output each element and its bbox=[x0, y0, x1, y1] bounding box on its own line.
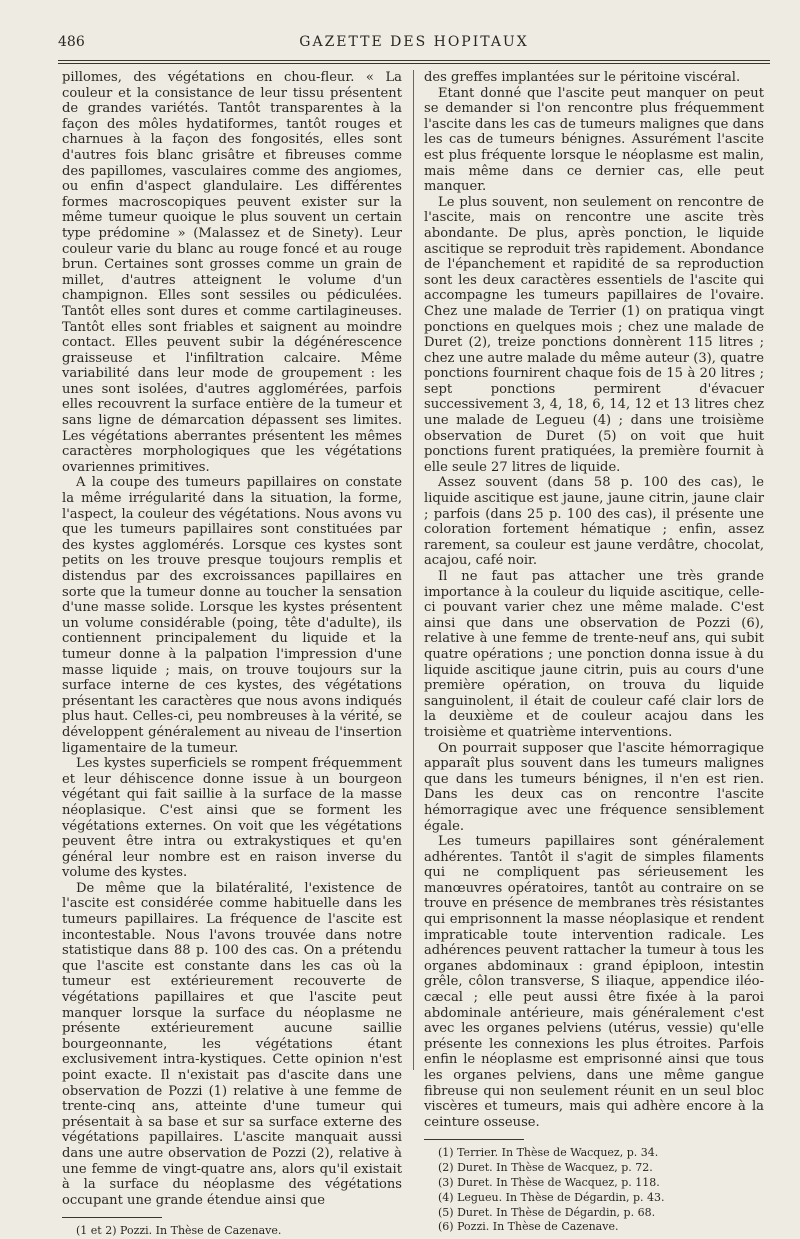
paragraph: A la coupe des tumeurs papillaires on constate la même irrégularité dans la situation, la forme, l'aspect, la couleur des végétations. Nous avons vu que les tumeurs papillaires sont constituées par des kystes agglomérés. Lorsque ces kystes sont petits on les trouve presque toujours remplis et distendus par des excroissances papillaires en sorte que la tumeur donne au toucher la sensation d'une masse solide. Lorsque les kystes présentent un volume considérable (poing, tête d'adulte), ils contiennent principalement du liquide et la tumeur donne à la palpation l'impression d'une masse liquide ; mais, on trouve toujours sur la surface interne de ces kystes, des végétations présentant les caractères que nous avons indiqués plus haut. Celles-ci, peu nombreuses à la vérité, se développent généralement au niveau de l'insertion ligamentaire de la tumeur. bbox=[62, 475, 402, 756]
right-column bbox=[424, 70, 764, 1235]
page-number: 486 bbox=[58, 34, 85, 50]
footnote: (4) Legueu. In Thèse de Dégardin, p. 43. bbox=[438, 1190, 665, 1204]
footnote: (5) Duret. In Thèse de Dégardin, p. 68. bbox=[438, 1205, 656, 1219]
footnote-rule bbox=[62, 1217, 162, 1218]
paragraph: pillomes, des végétations en chou-fleur. « La couleur et la consistance de leur tissu présentent de grandes variétés. Tantôt transparentes à la façon des môles hydatiformes, tantôt rouges et charnues à la façon des fongosités, elles sont d'autres fois blanc grisâtre et fibreuses comme des papillomes, vasculaires comme des angiomes, ou enfin d'aspect glandulaire. Les différentes formes macroscopiques peuvent exister sur la même tumeur quoique le plus souvent un certain type prédomine » (Malassez et de Sinety). Leur couleur varie du blanc au rouge foncé et au rouge brun. Certaines sont grosses comme un grain de millet, d'autres atteignent le volume d'un champignon. Elles sont sessiles ou pédiculées. Tantôt elles sont dures et comme cartilagineuses. Tantôt elles sont friables et saignent au moindre contact. Elles peuvent subir la dégénérescence graisseuse et l'infiltration calcaire. Même variabilité dans leur mode de groupement : les unes sont isolées, d'autres agglomérées, parfois elles recouvrent la surface entière de la tumeur et sans ligne de démarcation dépassent ses limites. Les végétations aberrantes présentent les mêmes caractères morphologiques que les végétations ovariennes primitives. bbox=[62, 70, 402, 475]
paragraph: Etant donné que l'ascite peut manquer on peut se demander si l'on rencontre plus fréquemment l'ascite dans les cas de tumeurs malignes que dans les cas de tumeurs bénignes. Assurément l'ascite est plus fréquente lorsque le néoplasme est malin, mais même dans ce dernier cas, elle peut manquer. bbox=[424, 85, 764, 195]
paragraph: Les tumeurs papillaires sont généralement adhérentes. Tantôt il s'agit de simples filaments qui ne compliquent pas sérieusement les manœuvres opératoires, tantôt au contraire on se trouve en présence de membranes très résistantes qui emprisonnent la masse néoplasique et rendent impraticable toute intervention radicale. Les adhérences peuvent rattacher la tumeur à tous les organes abdominaux : grand épiploon, intestin grêle, côlon transverse, S iliaque, appendice iléo-cæcal ; elle peut aussi être fixée à la paroi abdominale antérieure, mais généralement c'est avec les organes pelviens (utérus, vessie) qu'elle présente les connexions les plus étroites. Parfois enfin le néoplasme est emprisonné ainsi que tous les organes pelviens, dans une même gangue fibreuse qui non seulement réunit en un seul bloc viscères et tumeurs, mais qui adhère encore à la ceinture osseuse. bbox=[424, 834, 764, 1130]
paragraph: Le plus souvent, non seulement on rencontre de l'ascite, mais on rencontre une ascite très abondante. De plus, après ponction, le liquide ascitique se reproduit très rapidement. Abondance de l'épanchement et rapidité de sa reproduction sont les deux caractères essentiels de l'ascite qui accompagne les tumeurs papillaires de l'ovaire. Chez une malade de Terrier (1) on pratiqua vingt ponctions en quelques mois ; chez une malade de Duret (2), treize ponctions donnèrent 115 litres ; chez une autre malade du même auteur (3), quatre ponctions fournirent chaque fois de 15 à 20 litres ; sept ponctions permirent d'évacuer successivement 3, 4, 18, 6, 14, 12 et 13 litres chez une malade de Legueu (4) ; dans une troisième observation de Duret (5) on voit que huit ponctions furent pratiquées, la première fournit à elle seule 27 litres de liquide. bbox=[424, 194, 764, 475]
running-title: GAZETTE DES HOPITAUX bbox=[299, 34, 529, 50]
header-rule-double bbox=[58, 63, 770, 64]
paragraph: des greffes implantées sur le péritoine viscéral. bbox=[424, 70, 741, 85]
footnotes bbox=[62, 1224, 402, 1239]
footnote: (6) Pozzi. In Thèse de Cazenave. bbox=[438, 1220, 619, 1234]
page-header bbox=[58, 32, 770, 54]
footnotes bbox=[424, 1146, 764, 1235]
footnote: (2) Duret. In Thèse de Wacquez, p. 72. bbox=[438, 1161, 653, 1175]
column-divider bbox=[413, 70, 414, 1070]
paragraph: Il ne faut pas attacher une très grande importance à la couleur du liquide ascitique, celle-ci pouvant varier chez une même malade. C'est ainsi que dans une observation de Pozzi (6), relative à une femme de trente-neuf ans, qui subit quatre opérations ; une ponction donna issue à du liquide ascitique jaune citrin, puis au cours d'une première opération, on trouva du liquide sanguinolent, il était de couleur café clair lors de la deuxième et de couleur acajou dans les troisième et quatrième interventions. bbox=[424, 569, 764, 740]
footnote: (1 et 2) Pozzi. In Thèse de Cazenave. bbox=[76, 1224, 282, 1238]
left-column bbox=[62, 70, 402, 1239]
paragraph: Assez souvent (dans 58 p. 100 des cas), le liquide ascitique est jaune, jaune citrin, jaune clair ; parfois (dans 25 p. 100 des cas), il présente une coloration fortement hématique ; enfin, assez rarement, sa couleur est jaune verdâtre, chocolat, acajou, café noir. bbox=[424, 475, 764, 569]
footnote-rule bbox=[424, 1139, 524, 1140]
paragraph: Les kystes superficiels se rompent fréquemment et leur déhiscence donne issue à un bourgeon végétant qui fait saillie à la surface de la masse néoplasique. C'est ainsi que se forment les végétations externes. On voit que les végétations peuvent être intra ou extrakystiques et qu'en général leur nombre est en raison inverse du volume des kystes. bbox=[62, 756, 402, 881]
paragraph: On pourrait supposer que l'ascite hémorragique apparaît plus souvent dans les tumeurs malignes que dans les tumeurs bénignes, il n'en est rien. Dans les deux cas on rencontre l'ascite hémorragique avec une fréquence sensiblement égale. bbox=[424, 740, 764, 834]
footnote: (1) Terrier. In Thèse de Wacquez, p. 34. bbox=[438, 1146, 659, 1160]
paragraph: De même que la bilatéralité, l'existence de l'ascite est considérée comme habituelle dans les tumeurs papillaires. La fréquence de l'ascite est incontestable. Nous l'avons trouvée dans notre statistique dans 88 p. 100 des cas. On a prétendu que l'ascite est constante dans les cas où la tumeur est extérieurement recouverte de végétations papillaires et que l'ascite peut manquer lorsque la surface du néoplasme ne présente extérieurement aucune saillie bourgeonnante, les végétations étant exclusivement intra-kystiques. Cette opinion n'est point exacte. Il n'existait pas d'ascite dans une observation de Pozzi (1) relative à une femme de trente-cinq ans, atteinte d'une tumeur qui présentait à sa base et sur sa surface externe des végétations papillaires. L'ascite manquait aussi dans une autre observation de Pozzi (2), relative à une femme de vingt-quatre ans, alors qu'il existait à la surface du néoplasme des végétations occupant une grande étendue ainsi que bbox=[62, 880, 402, 1208]
footnote: (3) Duret. In Thèse de Wacquez, p. 118. bbox=[438, 1175, 660, 1189]
header-rule bbox=[58, 60, 770, 61]
